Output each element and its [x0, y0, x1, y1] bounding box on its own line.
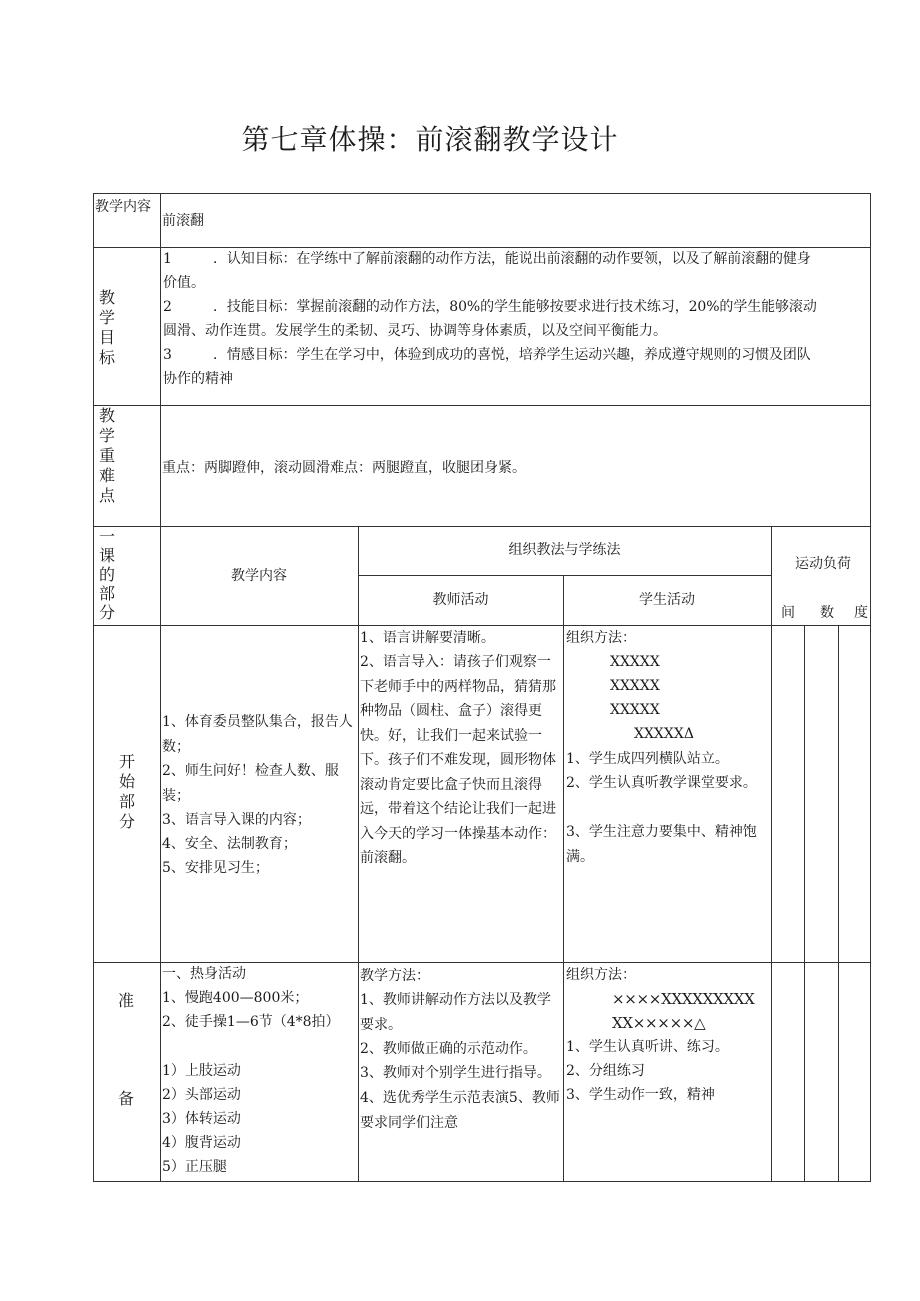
- list-item: 2、学生认真听教学课堂要求。: [566, 775, 757, 791]
- objective-text: ．技能目标：掌握前滚翻的动作方法，80%的学生能够按要求进行技术练习，20%的学生能够滚动: [213, 299, 817, 315]
- list-item: 2、语言导入：请孩子们观察一下老师手中的两样物品，猜猜那种物品（圆柱、盒子）滚得更快。好，让我们一起来试验一下。孩子们不难发现，圆形物体滚动肯定要比盒子快而且滚得远，带着这个结论让我们一起进入今天的学习一体操基本动作：前滚翻。: [360, 654, 556, 866]
- content-value: 前滚翻: [162, 213, 204, 229]
- table-border-top: [93, 193, 871, 194]
- col-divider: [804, 625, 805, 1182]
- formation-row: ××××XXXXXXXXX: [612, 990, 755, 1008]
- objective-num: 2: [163, 299, 172, 315]
- prep-section-label-1: 准: [118, 991, 135, 1010]
- load-intensity-header: 度: [854, 605, 868, 621]
- list-item: 3）体转运动: [162, 1111, 241, 1127]
- formation-row: XXXXXΔ: [634, 726, 694, 742]
- list-item: 1、学生认真听讲、练习。: [566, 1039, 729, 1055]
- list-item: 1、教师讲解动作方法以及教学要求。: [360, 992, 551, 1033]
- list-item: 4）腹背运动: [162, 1135, 241, 1151]
- formation-row: XXXXX: [610, 678, 660, 694]
- table-border-left: [93, 193, 94, 1182]
- prep-section-label-2: 备: [118, 1089, 135, 1108]
- objective-text-cont: 价值。: [163, 275, 205, 291]
- page-title: 第七章体操：前滚翻教学设计: [241, 123, 619, 156]
- objective-text: ．情感目标：学生在学习中，体验到成功的喜悦，培养学生运动兴趣，养成遵守规则的习惯及团队: [213, 347, 811, 363]
- col-divider: [358, 526, 359, 1182]
- list-item: 2、徒手操1—6节（4*8拍）: [162, 1014, 340, 1030]
- col-divider: [838, 625, 839, 1182]
- student-activity-header: 学生活动: [639, 592, 695, 608]
- col-divider: [563, 575, 564, 1182]
- list-item: 5）正压腿: [162, 1159, 227, 1175]
- list-item: 2、师生问好！检查人数、服装；: [162, 763, 339, 804]
- list-item: 3、学生动作一致，精神: [566, 1087, 715, 1103]
- list-item: 一、热身活动: [162, 966, 246, 982]
- list-item: 2、分组练习: [566, 1063, 645, 1079]
- load-time-header: 间: [781, 605, 795, 621]
- list-item: 5、安排见习生；: [162, 860, 269, 876]
- prep-org-method: 组织方法：: [566, 967, 636, 983]
- list-item: 3、教师对个别学生进行指导。: [360, 1065, 551, 1081]
- start-section-label: 开 始 部 分: [118, 752, 135, 831]
- list-item: 2）头部运动: [162, 1087, 241, 1103]
- content-header: 教学内容: [231, 568, 287, 584]
- list-item: 1、学生成四列横队站立。: [566, 751, 729, 767]
- header-sub-divider: [358, 575, 771, 576]
- org-method-header: 组织教法与学练法: [508, 542, 621, 558]
- load-count-header: 数: [820, 605, 834, 621]
- list-item: 4、选优秀学生示范表演5、教师要求同学们注意: [360, 1090, 560, 1131]
- list-item: 1、语言讲解要清晰。: [360, 630, 495, 646]
- formation-row: XX×××××△: [612, 1014, 706, 1032]
- table-border-right: [870, 193, 871, 1182]
- row-divider: [93, 405, 871, 406]
- teacher-method-title: 教学方法：: [360, 968, 430, 984]
- objective-num: 3: [163, 347, 172, 363]
- list-item: 4、安全、法制教育；: [162, 836, 297, 852]
- list-item: 2、教师做正确的示范动作。: [360, 1041, 537, 1057]
- start-org-method: 组织方法：: [566, 630, 636, 646]
- exercise-load-header: 运动负荷: [795, 556, 851, 572]
- formation-row: XXXXX: [610, 702, 660, 718]
- objective-text-cont: 圆滑、动作连贯。发展学生的柔韧、灵巧、协调等身体素质，以及空间平衡能力。: [163, 323, 667, 339]
- list-item: 1、体育委员整队集合，报告人数；: [162, 714, 353, 755]
- objectives-label: 教 学 目 标: [98, 288, 115, 367]
- lesson-part-header: 一 课 的 部 分: [98, 527, 115, 622]
- col-divider: [160, 193, 161, 1182]
- content-label: 教学内容: [95, 199, 151, 215]
- list-item: 3、学生注意力要集中、精神饱满。: [566, 824, 757, 865]
- list-item: 1、慢跑400—800米；: [162, 990, 309, 1006]
- row-divider: [93, 526, 871, 527]
- table-border-bottom: [93, 1181, 871, 1182]
- list-item: 1）上肢运动: [162, 1063, 241, 1079]
- key-points-text: 重点：两脚蹬伸，滚动圆滑难点：两腿蹬直，收腿团身紧。: [162, 460, 526, 476]
- objective-text-cont: 协作的精神: [163, 371, 233, 387]
- formation-row: XXXXX: [610, 654, 660, 670]
- list-item: 3、语言导入课的内容；: [162, 812, 311, 828]
- objective-num: 1: [163, 251, 172, 267]
- col-divider: [771, 526, 772, 1182]
- objective-text: ．认知目标：在学练中了解前滚翻的动作方法，能说出前滚翻的动作要领，以及了解前滚翻的健身: [213, 251, 811, 267]
- teacher-activity-header: 教师活动: [432, 592, 489, 608]
- key-points-label: 教 学 重 难 点: [98, 406, 115, 505]
